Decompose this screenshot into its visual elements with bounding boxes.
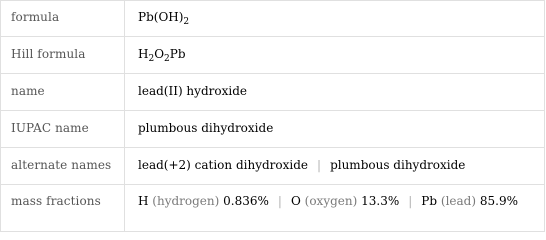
formula-main: Pb(OH) (138, 10, 184, 24)
table-row-hill-formula (1, 37, 545, 74)
row-label-iupac-name: IUPAC name (1, 111, 125, 148)
fraction-o-name: (oxygen) (304, 194, 358, 208)
alternate-name: plumbous dihydroxide (330, 158, 466, 172)
separator: | (408, 194, 413, 208)
alternate-names-value (125, 148, 545, 185)
row-label-name: name (1, 74, 125, 111)
hill-pb: Pb (169, 47, 186, 61)
name-value: lead(II) hydroxide (125, 74, 545, 111)
fraction-h-name: (hydrogen) (152, 194, 220, 208)
row-label-hill-formula: Hill formula (1, 37, 125, 74)
hill-h-subscript: 2 (148, 54, 155, 64)
mass-fractions-value (125, 185, 545, 232)
row-label-alternate-names: alternate names (1, 148, 125, 185)
iupac-name-value: plumbous dihydroxide (125, 111, 545, 148)
separator: | (317, 158, 322, 172)
row-label-mass-fractions: mass fractions (1, 185, 125, 232)
fraction-pb-percent: 85.9% (479, 194, 518, 208)
table-row-alternate-names (1, 148, 545, 185)
formula-subscript: 2 (183, 17, 190, 27)
alternate-name: lead(+2) cation dihydroxide (138, 158, 309, 172)
fraction-h-symbol: H (138, 194, 149, 208)
fraction-pb-name: (lead) (440, 194, 477, 208)
formula-value (125, 1, 545, 37)
hill-o-subscript: 2 (164, 54, 170, 64)
fraction-pb-symbol: Pb (421, 194, 438, 208)
table-row-formula (1, 1, 545, 37)
hill-h: H (138, 47, 149, 61)
table-row-iupac-name (1, 111, 545, 148)
hill-o: O (154, 47, 165, 61)
fraction-o-percent: 13.3% (361, 194, 400, 208)
table-row-name (1, 74, 545, 111)
fraction-o-symbol: O (290, 194, 301, 208)
separator: | (277, 194, 282, 208)
table-row-mass-fractions (1, 185, 545, 232)
hill-formula-value (125, 37, 545, 74)
fraction-h-percent: 0.836% (223, 194, 269, 208)
row-label-formula: formula (1, 1, 125, 37)
